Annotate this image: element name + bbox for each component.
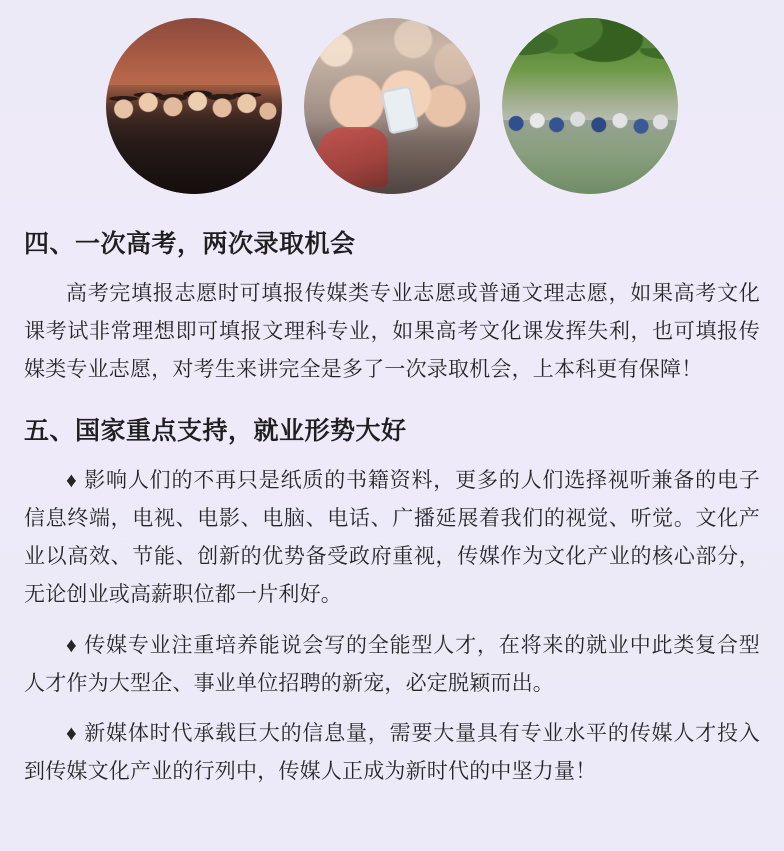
photo-campus-queue [502,18,678,194]
section-5-paragraph-3: ♦ 新媒体时代承载巨大的信息量，需要大量具有专业水平的传媒人才投入到传媒文化产业的行列中，传媒人正成为新时代的中坚力量！ [24,721,760,784]
photo-students-selfie [304,18,480,194]
section-5-paragraph-1: ♦ 影响人们的不再只是纸质的书籍资料，更多的人们选择视听兼备的电子信息终端，电视、电影、电脑、电话、广播延展着我们的视觉、听觉。文化产业以高效、节能、创新的优势备受政府重视，传媒作为文化产业的核心部分，无论创业或高薪职位都一片利好。 [24,468,760,607]
section-5-paragraph-2: ♦ 传媒专业注重培养能说会写的全能型人才，在将来的就业中此类复合型人才作为大型企、事业单位招聘的新宠，必定脱颖而出。 [24,633,760,695]
section-title-5: 五、国家重点支持，就业形势大好 [24,417,407,446]
article-body [0,194,784,791]
photo-group-performance [106,18,282,194]
section-title-4: 四、一次高考，两次录取机会 [24,230,356,258]
section-4-paragraph-1: 高考完填报志愿时可填报传媒类专业志愿或普通文理志愿，如果高考文化课考试非常理想即可填报文理科专业，如果高考文化课发挥失利，也可填报传媒类专业志愿，对考生来讲完全是多了一次录取机会，上本科更有保障！ [24,281,760,381]
photo-strip [0,0,784,194]
